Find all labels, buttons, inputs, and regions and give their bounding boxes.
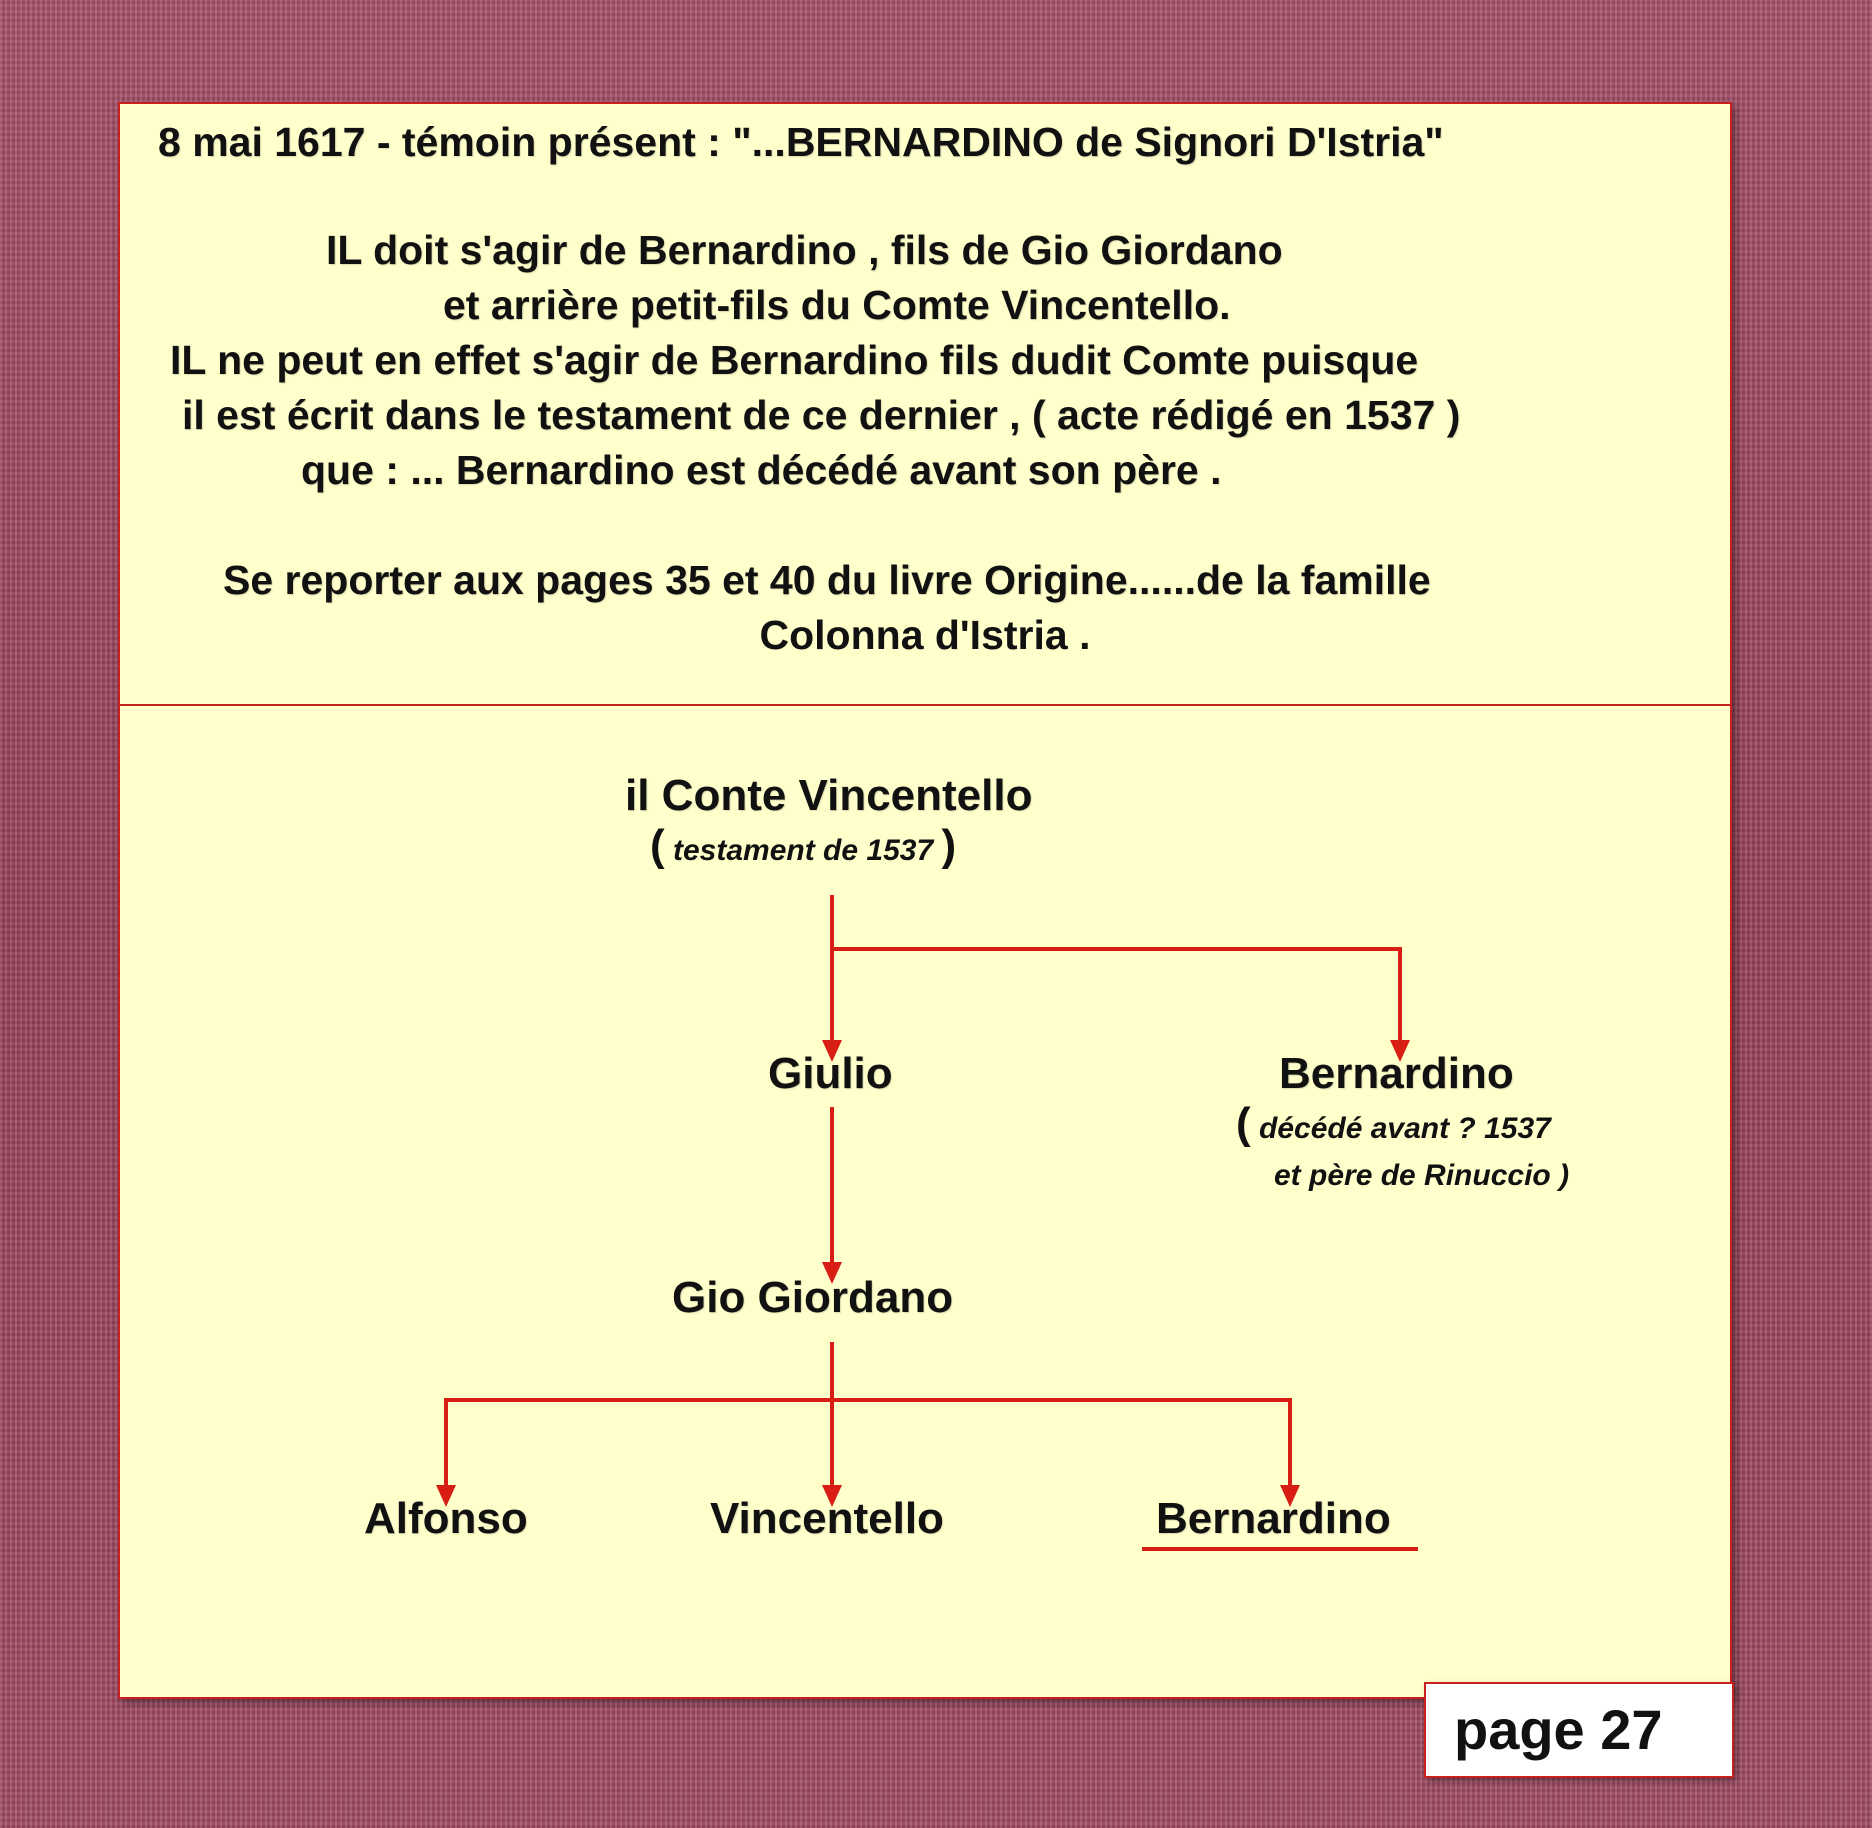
family-tree-connectors — [120, 104, 1730, 1697]
root-paren-close: ) — [941, 821, 957, 870]
page-number-box — [1424, 1682, 1734, 1778]
node-il-conte-vincentello: il Conte Vincentello — [625, 771, 1033, 820]
node-gio-giordano: Gio Giordano — [672, 1273, 954, 1322]
bernardino-elder-note-2: et père de Rinuccio ) — [1274, 1159, 1570, 1192]
connector-gio-alfonso — [446, 1400, 832, 1497]
page-card — [118, 102, 1732, 1699]
root-paren-open: ( — [650, 821, 665, 870]
note-line-3: et arrière petit-fils du Comte Vincentello. — [443, 282, 1231, 328]
connector-root-bernardino — [832, 949, 1400, 1052]
note-line-7: Se reporter aux pages 35 et 40 du livre Origine......de la famille — [223, 557, 1431, 603]
bernardino-elder-paren-open: ( — [1236, 1099, 1251, 1148]
node-alfonso: Alfonso — [364, 1494, 528, 1543]
bernardino-elder-note-1: décédé avant ? 1537 — [1259, 1112, 1551, 1145]
bernardino-elder-annotation-1 — [1236, 1099, 1551, 1149]
node-giulio: Giulio — [768, 1049, 893, 1098]
connector-gio-bernardino — [832, 1400, 1290, 1497]
note-line-6: que : ... Bernardino est décédé avant son père . — [301, 447, 1222, 493]
page-number: page 27 — [1454, 1698, 1663, 1761]
note-line-2: IL doit s'agir de Bernardino , fils de Gio Giordano — [326, 227, 1283, 273]
root-note: testament de 1537 — [673, 834, 934, 867]
node-bernardino-younger: Bernardino — [1156, 1494, 1391, 1543]
root-annotation — [650, 821, 957, 871]
note-line-8: Colonna d'Istria . — [759, 612, 1091, 658]
note-line-1: 8 mai 1617 - témoin présent : "...BERNARDINO de Signori D'Istria" — [158, 119, 1444, 165]
node-vincentello: Vincentello — [710, 1494, 944, 1543]
note-line-5: il est écrit dans le testament de ce dernier , ( acte rédigé en 1537 ) — [182, 392, 1461, 438]
node-bernardino-elder: Bernardino — [1279, 1049, 1514, 1098]
note-line-4: IL ne peut en effet s'agir de Bernardino fils dudit Comte puisque — [170, 337, 1419, 383]
